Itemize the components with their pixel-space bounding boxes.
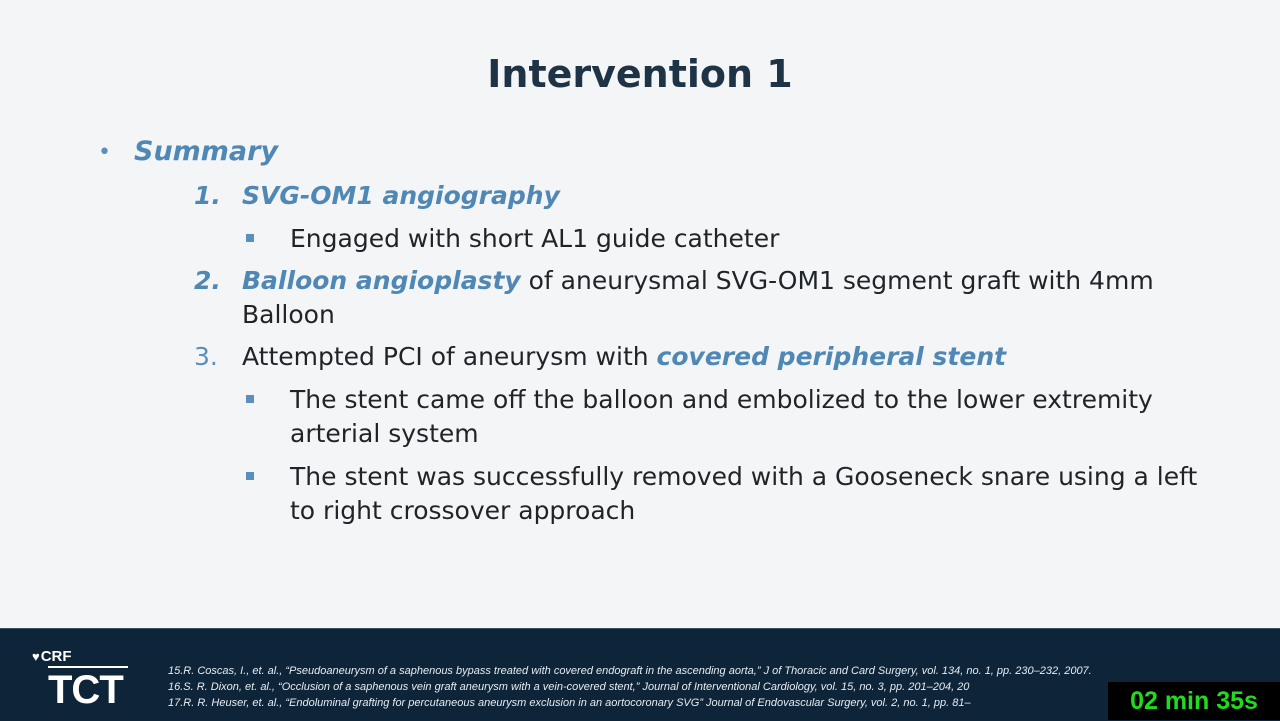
item-3-sub-2-line-2: to right crossover approach [290,496,636,525]
item-2-rest: of aneurysmal SVG-OM1 segment graft with 4mm [520,266,1154,295]
item-1-heading: SVG-OM1 angiography [242,181,560,210]
item-2-line-1 [242,266,1154,295]
crf-logo-text: CRF [40,648,72,665]
reference-17: 17.R. R. Heuser, et. al., “Endoluminal grafting for percutaneous aneurysm exclusion in an aortocoronary SVG” Journal of Endovascular Surgery, vol. 2, no. 1, pp. 81– [168,697,971,709]
square-bullet-icon [246,395,254,403]
item-number-1: 1. [194,181,221,210]
item-3-sub-2-line-1: The stent was successfully removed with a Gooseneck snare using a left [290,462,1198,491]
item-number-2: 2. [194,266,221,295]
item-2-highlight: Balloon angioplasty [242,266,521,295]
item-3-prefix: Attempted PCI of aneurysm with [242,342,657,371]
crf-logo [32,648,72,665]
timer-display: 02 min 35s [1108,682,1280,720]
tct-logo: TCT [48,668,123,712]
square-bullet-icon [246,234,254,242]
item-number-3: 3. [194,342,218,371]
item-1-sub-1: Engaged with short AL1 guide catheter [290,224,780,253]
summary-heading: Summary [134,136,279,167]
slide-title: Intervention 1 [487,52,793,96]
item-2-line-2: Balloon [242,300,335,329]
item-3-line-1 [242,342,1006,371]
item-3-sub-1-line-2: arterial system [290,419,479,448]
item-3-sub-1-line-1: The stent came off the balloon and embolized to the lower extremity [290,385,1153,414]
reference-15: 15.R. Coscas, I., et. al., “Pseudoaneurysm of a saphenous bypass treated with covered endograft in the ascending aorta,” J of Thoracic and Card Surgery, vol. 134, no. 1, pp. 230–232, 2007. [168,665,1092,677]
heart-icon: ♥ [32,649,40,664]
reference-16: 16.S. R. Dixon, et. al., “Occlusion of a saphenous vein graft aneurysm with a vein-covered stent,” Journal of Interventional Cardiology, vol. 15, no. 3, pp. 201–204, 20 [168,681,970,693]
bullet-dot-icon: • [98,140,111,165]
square-bullet-icon [246,472,254,480]
item-3-highlight: covered peripheral stent [656,342,1007,371]
